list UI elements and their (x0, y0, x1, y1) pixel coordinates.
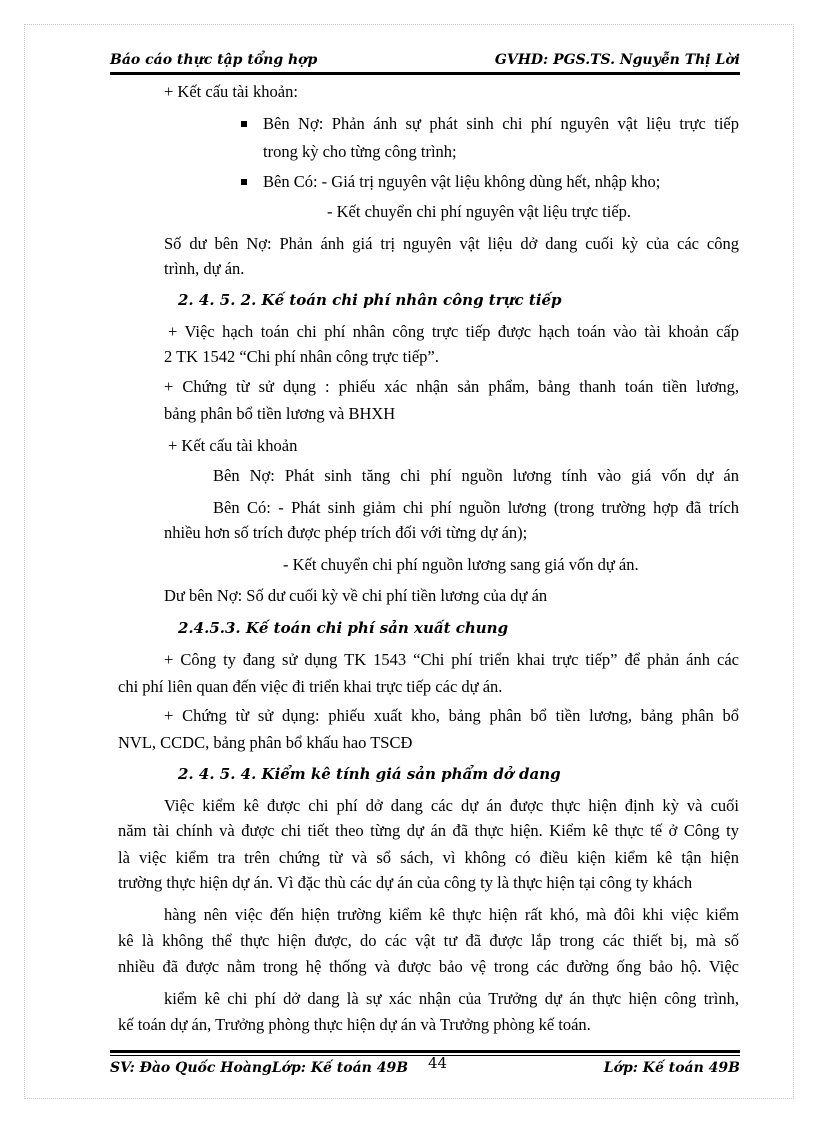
text-line: Bên Có: - Phát sinh giảm chi phí nguồn lương (trong trường hợp đã trích (213, 498, 739, 517)
text-line: Bên Có: - Giá trị nguyên vật liệu không dùng hết, nhập kho; (263, 172, 661, 191)
footer-rule-thin (110, 1055, 740, 1056)
text-line: 2 TK 1542 “Chi phí nhân công trực tiếp”. (164, 347, 439, 366)
text-line: hàng nên việc đến hiện trường kiểm kê thực hiện rất khó, mà đôi khi việc kiểm (164, 905, 739, 924)
text-line: + Kết cấu tài khoản: (164, 82, 298, 101)
bullet-icon (241, 121, 247, 127)
footer-right: Lớp: Kế toán 49B (603, 1060, 740, 1076)
footer-rule (110, 1050, 740, 1053)
text-line: trình, dự án. (164, 259, 245, 278)
text-line: trong kỳ cho từng công trình; (263, 142, 457, 161)
text-line: Dư bên Nợ: Số dư cuối kỳ về chi phí tiền lương của dự án (164, 586, 548, 605)
text-line: chi phí liên quan đến việc đi triển khai trực tiếp các dự án. (118, 677, 503, 696)
section-heading: 2.4.5.3. Kế toán chi phí sản xuất chung (178, 619, 509, 637)
text-line: NVL, CCDC, bảng phân bổ khấu hao TSCĐ (118, 733, 413, 752)
text-line: - Kết chuyển chi phí nguồn lương sang giá vốn dự án. (283, 555, 639, 574)
text-line: là việc kiểm tra trên chứng từ và sổ sách, vì không có điều kiện kiểm kê tận hiện (118, 848, 739, 867)
text-line: năm tài chính và được chi tiết theo từng dự án đã thực hiện. Kiểm kê thực tế ở Công ty (118, 821, 739, 840)
text-line: + Chứng từ sử dụng: phiếu xuất kho, bảng phân bổ tiền lương, bảng phân bổ (164, 706, 739, 725)
text-line: trường thực hiện dự án. Vì đặc thù các dự án của công ty là thực hiện tại công ty khách (118, 873, 693, 892)
page-footer (110, 1054, 740, 1080)
text-line: + Kết cấu tài khoản (168, 436, 298, 455)
text-line: kê là không thể thực hiện được, do các vật tư đã được lắp trong các thiết bị, mà số (118, 931, 739, 950)
text-line: + Việc hạch toán chi phí nhân công trực tiếp được hạch toán vào tài khoản cấp (168, 322, 739, 341)
text-line: + Công ty đang sử dụng TK 1543 “Chi phí triển khai trực tiếp” để phản ánh các (164, 650, 739, 669)
header-right: GVHD: PGS.TS. Nguyễn Thị Lời (494, 52, 740, 68)
page-header (110, 52, 740, 72)
header-rule (110, 72, 740, 75)
header-left: Báo cáo thực tập tổng hợp (110, 52, 318, 68)
text-line: bảng phân bổ tiền lương và BHXH (164, 404, 396, 423)
text-line: + Chứng từ sử dụng : phiếu xác nhận sản phẩm, bảng thanh toán tiền lương, (164, 377, 739, 396)
text-line: Bên Nợ: Phản ánh sự phát sinh chi phí nguyên vật liệu trực tiếp (263, 114, 739, 133)
text-line: Số dư bên Nợ: Phản ánh giá trị nguyên vật liệu dở dang cuối kỳ của các công (164, 234, 739, 253)
section-heading: 2. 4. 5. 4. Kiểm kê tính giá sản phẩm dở dang (178, 765, 561, 783)
text-line: - Kết chuyển chi phí nguyên vật liệu trực tiếp. (327, 202, 632, 221)
text-line: Bên Nợ: Phát sinh tăng chi phí nguồn lương tính vào giá vốn dự án (213, 466, 739, 485)
footer-left: SV: Đào Quốc HoàngLớp: Kế toán 49B (110, 1060, 409, 1076)
page-number: 44 (428, 1054, 448, 1072)
text-line: Việc kiểm kê được chi phí dở dang các dự án được thực hiện định kỳ và cuối (164, 796, 739, 815)
text-line: nhiều đã được nằm trong hệ thống và được bảo vệ trong các đường ống bảo hộ. Việc (118, 957, 739, 976)
bullet-icon (241, 179, 247, 185)
text-line: nhiều hơn số trích được phép trích đối với từng dự án); (164, 523, 528, 542)
text-line: kế toán dự án, Trưởng phòng thực hiện dự án và Trưởng phòng kế toán. (118, 1015, 591, 1034)
section-heading: 2. 4. 5. 2. Kế toán chi phí nhân công trực tiếp (178, 291, 562, 309)
text-line: kiểm kê chi phí dở dang là sự xác nhận của Trưởng dự án thực hiện công trình, (164, 989, 739, 1008)
